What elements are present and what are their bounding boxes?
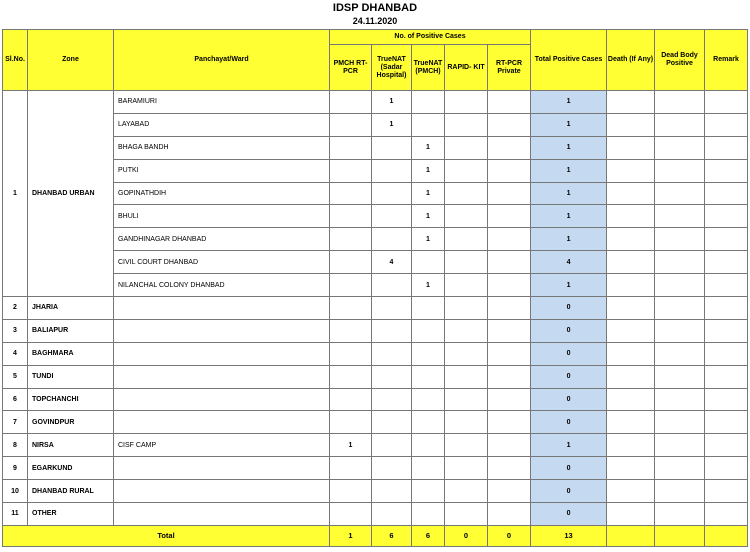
ward-name [114,480,330,503]
rapid-kit-cell [445,388,488,411]
rapid-kit-cell [445,113,488,136]
dead-body-cell [655,480,705,503]
total-pmch-rtpcr: 1 [330,525,372,546]
rapid-kit-cell [445,365,488,388]
pmch-rtpcr-cell [330,159,372,182]
total-rtpcr-private: 0 [488,525,531,546]
remark-cell [705,434,748,457]
header-panchayat: Panchayat/Ward [114,30,330,91]
header-positive-group: No. of Positive Cases [330,30,531,45]
pmch-rtpcr-cell [330,411,372,434]
ward-name: CISF CAMP [114,434,330,457]
table-row [3,274,748,297]
total-positive-cell: 4 [531,251,607,274]
table-row [3,251,748,274]
truenat-sadar-cell [372,297,412,320]
rapid-kit-cell [445,251,488,274]
rapid-kit-cell [445,319,488,342]
remark-cell [705,182,748,205]
remark-cell [705,136,748,159]
truenat-pmch-cell: 1 [412,205,445,228]
rtpcr-private-cell [488,91,531,114]
total-positive-cell: 0 [531,457,607,480]
header-dead-body: Dead Body Positive [655,30,705,91]
table-row [3,182,748,205]
header-pmch-rtpcr: PMCH RT-PCR [330,45,372,91]
truenat-sadar-cell [372,182,412,205]
rapid-kit-cell [445,480,488,503]
remark-cell [705,319,748,342]
death-cell [607,297,655,320]
total-rapid-kit: 0 [445,525,488,546]
ward-name: LAYABAD [114,113,330,136]
total-label: Total [3,525,330,546]
total-death [607,525,655,546]
death-cell [607,388,655,411]
dead-body-cell [655,503,705,526]
truenat-pmch-cell [412,434,445,457]
ward-name [114,342,330,365]
header-rapid-kit: RAPID- KIT [445,45,488,91]
remark-cell [705,388,748,411]
total-positive-cell: 1 [531,159,607,182]
truenat-pmch-cell [412,113,445,136]
dead-body-cell [655,274,705,297]
truenat-pmch-cell [412,251,445,274]
ward-name [114,365,330,388]
total-positive-cell: 0 [531,503,607,526]
total-positive-cell: 1 [531,182,607,205]
death-cell [607,91,655,114]
dead-body-cell [655,457,705,480]
total-positive-cell: 1 [531,274,607,297]
remark-cell [705,91,748,114]
rapid-kit-cell [445,411,488,434]
ward-name: BHAGA BANDH [114,136,330,159]
ward-name [114,297,330,320]
truenat-sadar-cell [372,342,412,365]
rtpcr-private-cell [488,503,531,526]
header-slno: Sl.No. [3,30,28,91]
zone-slno: 6 [3,388,28,411]
dead-body-cell [655,251,705,274]
remark-cell [705,159,748,182]
pmch-rtpcr-cell [330,342,372,365]
remark-cell [705,205,748,228]
pmch-rtpcr-cell [330,480,372,503]
dead-body-cell [655,159,705,182]
zone-name: JHARIA [28,297,114,320]
pmch-rtpcr-cell [330,91,372,114]
pmch-rtpcr-cell: 1 [330,434,372,457]
total-positive-cell: 0 [531,319,607,342]
truenat-pmch-cell: 1 [412,228,445,251]
table-row [3,136,748,159]
remark-cell [705,297,748,320]
dead-body-cell [655,388,705,411]
table-row [3,205,748,228]
total-positive-cell: 0 [531,388,607,411]
truenat-sadar-cell [372,205,412,228]
pmch-rtpcr-cell [330,319,372,342]
truenat-sadar-cell: 4 [372,251,412,274]
ward-name: NILANCHAL COLONY DHANBAD [114,274,330,297]
death-cell [607,503,655,526]
zone-name: OTHER [28,503,114,526]
header-truenat-pmch: TrueNAT (PMCH) [412,45,445,91]
header-zone: Zone [28,30,114,91]
rapid-kit-cell [445,274,488,297]
report-date: 24.11.2020 [352,16,398,26]
pmch-rtpcr-cell [330,251,372,274]
zone-slno: 7 [3,411,28,434]
rapid-kit-cell [445,434,488,457]
rtpcr-private-cell [488,136,531,159]
remark-cell [705,228,748,251]
pmch-rtpcr-cell [330,113,372,136]
remark-cell [705,480,748,503]
remark-cell [705,457,748,480]
rtpcr-private-cell [488,297,531,320]
table-body [3,91,748,547]
death-cell [607,411,655,434]
death-cell [607,342,655,365]
truenat-sadar-cell [372,136,412,159]
truenat-pmch-cell [412,319,445,342]
report-title: IDSP DHANBAD [332,2,418,14]
zone-slno: 9 [3,457,28,480]
zone-slno: 11 [3,503,28,526]
pmch-rtpcr-cell [330,228,372,251]
zone-slno: 3 [3,319,28,342]
rapid-kit-cell [445,205,488,228]
truenat-sadar-cell [372,274,412,297]
zone-slno: 5 [3,365,28,388]
table-row [3,365,748,388]
dead-body-cell [655,319,705,342]
rapid-kit-cell [445,91,488,114]
positive-cases-table [2,29,748,547]
ward-name: BARAMIURI [114,91,330,114]
truenat-pmch-cell: 1 [412,159,445,182]
truenat-sadar-cell [372,411,412,434]
truenat-sadar-cell [372,388,412,411]
truenat-sadar-cell [372,434,412,457]
header-death: Death (If Any) [607,30,655,91]
truenat-sadar-cell [372,365,412,388]
death-cell [607,159,655,182]
total-remark [705,525,748,546]
ward-name: BHULI [114,205,330,228]
total-truenat-sadar: 6 [372,525,412,546]
dead-body-cell [655,297,705,320]
total-row [3,525,748,546]
table-row [3,480,748,503]
truenat-pmch-cell [412,503,445,526]
death-cell [607,113,655,136]
truenat-sadar-cell: 1 [372,113,412,136]
table-row [3,297,748,320]
rapid-kit-cell [445,136,488,159]
rapid-kit-cell [445,503,488,526]
ward-name [114,503,330,526]
death-cell [607,205,655,228]
truenat-pmch-cell [412,297,445,320]
truenat-pmch-cell [412,342,445,365]
rtpcr-private-cell [488,182,531,205]
dead-body-cell [655,342,705,365]
dead-body-cell [655,411,705,434]
ward-name: GOPINATHDIH [114,182,330,205]
truenat-sadar-cell [372,457,412,480]
death-cell [607,182,655,205]
total-positive-cell: 0 [531,411,607,434]
remark-cell [705,113,748,136]
dead-body-cell [655,182,705,205]
ward-name [114,319,330,342]
truenat-pmch-cell [412,480,445,503]
truenat-sadar-cell [372,228,412,251]
remark-cell [705,365,748,388]
zone-slno: 4 [3,342,28,365]
rtpcr-private-cell [488,113,531,136]
truenat-pmch-cell [412,457,445,480]
zone-name: DHANBAD URBAN [28,91,114,297]
zone-slno: 2 [3,297,28,320]
rtpcr-private-cell [488,388,531,411]
zone-name: TOPCHANCHI [28,388,114,411]
rtpcr-private-cell [488,457,531,480]
rtpcr-private-cell [488,228,531,251]
dead-body-cell [655,365,705,388]
pmch-rtpcr-cell [330,365,372,388]
zone-name: GOVINDPUR [28,411,114,434]
table-row [3,388,748,411]
table-row [3,228,748,251]
rtpcr-private-cell [488,434,531,457]
total-truenat-pmch: 6 [412,525,445,546]
death-cell [607,228,655,251]
dead-body-cell [655,228,705,251]
ward-name [114,411,330,434]
pmch-rtpcr-cell [330,274,372,297]
total-positive-cell: 1 [531,91,607,114]
total-positive-cell: 1 [531,434,607,457]
truenat-pmch-cell [412,365,445,388]
rtpcr-private-cell [488,159,531,182]
pmch-rtpcr-cell [330,457,372,480]
total-positive-cell: 1 [531,113,607,136]
dead-body-cell [655,91,705,114]
rapid-kit-cell [445,297,488,320]
zone-name: DHANBAD RURAL [28,480,114,503]
rtpcr-private-cell [488,251,531,274]
header-remark: Remark [705,30,748,91]
header-rtpcr-private: RT-PCR Private [488,45,531,91]
truenat-pmch-cell: 1 [412,182,445,205]
ward-name: PUTKI [114,159,330,182]
zone-slno: 8 [3,434,28,457]
remark-cell [705,251,748,274]
table-row [3,342,748,365]
pmch-rtpcr-cell [330,205,372,228]
table-row [3,457,748,480]
truenat-sadar-cell [372,159,412,182]
total-positive-cell: 0 [531,297,607,320]
pmch-rtpcr-cell [330,297,372,320]
ward-name: CIVIL COURT DHANBAD [114,251,330,274]
rtpcr-private-cell [488,205,531,228]
zone-slno: 1 [3,91,28,297]
truenat-pmch-cell [412,91,445,114]
zone-name: TUNDI [28,365,114,388]
death-cell [607,457,655,480]
rapid-kit-cell [445,228,488,251]
truenat-sadar-cell: 1 [372,91,412,114]
death-cell [607,274,655,297]
remark-cell [705,503,748,526]
death-cell [607,319,655,342]
header-truenat-sadar: TrueNAT (Sadar Hospital) [372,45,412,91]
rtpcr-private-cell [488,480,531,503]
total-positive-sum: 13 [531,525,607,546]
remark-cell [705,411,748,434]
truenat-pmch-cell: 1 [412,136,445,159]
header-total-positive: Total Positive Cases [531,30,607,91]
ward-name: GANDHINAGAR DHANBAD [114,228,330,251]
dead-body-cell [655,434,705,457]
zone-slno: 10 [3,480,28,503]
rapid-kit-cell [445,159,488,182]
death-cell [607,136,655,159]
total-positive-cell: 0 [531,365,607,388]
truenat-pmch-cell: 1 [412,274,445,297]
table-row [3,159,748,182]
truenat-sadar-cell [372,503,412,526]
dead-body-cell [655,113,705,136]
zone-name: EGARKUND [28,457,114,480]
zone-name: BAGHMARA [28,342,114,365]
pmch-rtpcr-cell [330,136,372,159]
death-cell [607,365,655,388]
pmch-rtpcr-cell [330,182,372,205]
pmch-rtpcr-cell [330,503,372,526]
remark-cell [705,342,748,365]
zone-name: BALIAPUR [28,319,114,342]
ward-name [114,388,330,411]
truenat-sadar-cell [372,480,412,503]
rapid-kit-cell [445,182,488,205]
death-cell [607,434,655,457]
death-cell [607,480,655,503]
ward-name [114,457,330,480]
rapid-kit-cell [445,342,488,365]
rtpcr-private-cell [488,411,531,434]
rtpcr-private-cell [488,365,531,388]
rtpcr-private-cell [488,319,531,342]
table-row [3,411,748,434]
total-dead-body [655,525,705,546]
truenat-pmch-cell [412,411,445,434]
total-positive-cell: 0 [531,342,607,365]
zone-name: NIRSA [28,434,114,457]
total-positive-cell: 1 [531,205,607,228]
truenat-pmch-cell [412,388,445,411]
table-row [3,113,748,136]
dead-body-cell [655,136,705,159]
total-positive-cell: 0 [531,480,607,503]
table-row [3,91,748,114]
dead-body-cell [655,205,705,228]
total-positive-cell: 1 [531,228,607,251]
table-row [3,503,748,526]
table-row [3,434,748,457]
table-row [3,319,748,342]
pmch-rtpcr-cell [330,388,372,411]
rapid-kit-cell [445,457,488,480]
rtpcr-private-cell [488,274,531,297]
death-cell [607,251,655,274]
truenat-sadar-cell [372,319,412,342]
total-positive-cell: 1 [531,136,607,159]
rtpcr-private-cell [488,342,531,365]
remark-cell [705,274,748,297]
